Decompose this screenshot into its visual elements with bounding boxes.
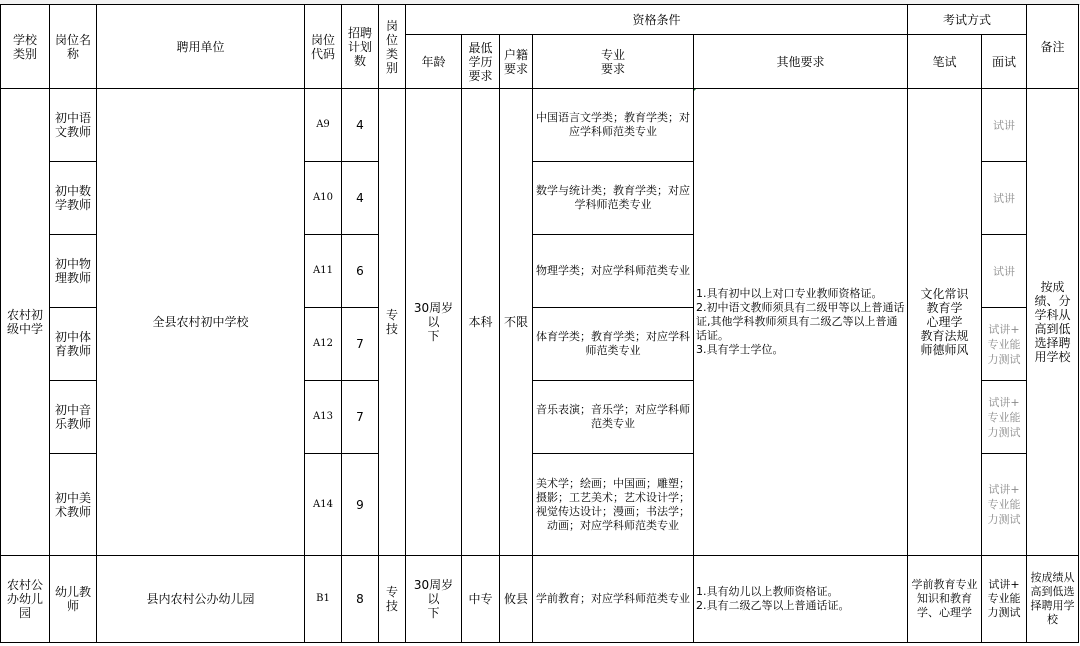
table-row [1, 556, 1079, 643]
hukou-cell: 攸县 [500, 556, 533, 643]
post-code-cell: A10 [305, 162, 342, 235]
header-post-category: 岗 位 类 别 [379, 5, 406, 89]
plan-count-cell: 8 [342, 556, 379, 643]
header-exam-method: 考试方式 [908, 5, 1027, 35]
post-name-cell: 初中美 术教师 [50, 454, 97, 556]
other-requirements-cell: 1.具有幼儿以上教师资格证。 2.具有二级乙等以上普通话证。 [694, 556, 908, 643]
header-other: 其他要求 [694, 35, 908, 89]
interview-cell: 试讲 [982, 162, 1027, 235]
recruitment-table [0, 4, 1079, 643]
header-written: 笔试 [908, 35, 982, 89]
plan-count-cell: 4 [342, 89, 379, 162]
header-remarks: 备注 [1027, 5, 1079, 89]
post-code-cell: A12 [305, 308, 342, 381]
employer-cell: 全县农村初中学校 [97, 89, 305, 556]
post-code-cell: A11 [305, 235, 342, 308]
interview-cell: 试讲 [982, 235, 1027, 308]
header-interview: 面试 [982, 35, 1027, 89]
hukou-cell: 不限 [500, 89, 533, 556]
post-name-cell: 初中体 育教师 [50, 308, 97, 381]
interview-cell: 试讲+ 专业能 力测试 [982, 381, 1027, 454]
interview-cell: 试讲 [982, 89, 1027, 162]
post-code-cell: A9 [305, 89, 342, 162]
education-cell: 中专 [462, 556, 500, 643]
plan-count-cell: 9 [342, 454, 379, 556]
other-requirements-cell: 1.具有初中以上对口专业教师资格证。 2.初中语文教师须具有二级甲等以上普通话证,其他学科教师须具有二级乙等以上普通话证。 3.具有学士学位。 [694, 89, 908, 556]
header-plan-count: 招聘 计划 数 [342, 5, 379, 89]
post-category-cell: 专 技 [379, 89, 406, 556]
header-education: 最低 学历 要求 [462, 35, 500, 89]
header-hukou: 户籍 要求 [500, 35, 533, 89]
major-cell: 体育学类；教育学类；对应学科师范类专业 [533, 308, 694, 381]
major-cell: 美术学；绘画；中国画；雕塑；摄影；工艺美术；艺术设计学；视觉传达设计；漫画；书法学；动画；对应学科师范类专业 [533, 454, 694, 556]
remarks-cell: 按成绩从高到低选择聘用学校 [1027, 556, 1079, 643]
school-type-cell: 农村初 级中学 [1, 89, 50, 556]
major-cell: 物理学类；对应学科师范类专业 [533, 235, 694, 308]
written-exam-cell: 学前教育专业知识和教育学、心理学 [908, 556, 982, 643]
interview-cell: 试讲+ 专业能 力测试 [982, 454, 1027, 556]
post-name-cell: 幼儿教 师 [50, 556, 97, 643]
post-code-cell: A13 [305, 381, 342, 454]
header-row-1 [1, 5, 1079, 35]
major-cell: 数学与统计类；教育学类；对应学科师范类专业 [533, 162, 694, 235]
plan-count-cell: 4 [342, 162, 379, 235]
post-code-cell: B1 [305, 556, 342, 643]
remarks-cell: 按成绩、分学科从高到低选择聘用学校 [1027, 89, 1079, 556]
interview-cell: 试讲+ 专业能 力测试 [982, 556, 1027, 643]
header-school-type: 学校 类别 [1, 5, 50, 89]
post-name-cell: 初中数 学教师 [50, 162, 97, 235]
header-age: 年龄 [406, 35, 462, 89]
header-post-name: 岗位名 称 [50, 5, 97, 89]
post-code-cell: A14 [305, 454, 342, 556]
post-name-cell: 初中语 文教师 [50, 89, 97, 162]
header-major: 专业 要求 [533, 35, 694, 89]
interview-cell: 试讲+ 专业能 力测试 [982, 308, 1027, 381]
header-qualifications: 资格条件 [406, 5, 908, 35]
plan-count-cell: 6 [342, 235, 379, 308]
header-employer: 聘用单位 [97, 5, 305, 89]
written-exam-cell: 文化常识 教育学 心理学 教育法规 师德师风 [908, 89, 982, 556]
header-post-code: 岗位 代码 [305, 5, 342, 89]
post-name-cell: 初中音 乐教师 [50, 381, 97, 454]
plan-count-cell: 7 [342, 308, 379, 381]
education-cell: 本科 [462, 89, 500, 556]
plan-count-cell: 7 [342, 381, 379, 454]
employer-cell: 县内农村公办幼儿园 [97, 556, 305, 643]
major-cell: 中国语言文学类；教育学类；对应学科师范类专业 [533, 89, 694, 162]
age-cell: 30周岁以 下 [406, 556, 462, 643]
school-type-cell: 农村公 办幼儿 园 [1, 556, 50, 643]
major-cell: 音乐表演；音乐学；对应学科师范类专业 [533, 381, 694, 454]
age-cell: 30周岁以 下 [406, 89, 462, 556]
post-name-cell: 初中物 理教师 [50, 235, 97, 308]
post-category-cell: 专 技 [379, 556, 406, 643]
table-row [1, 89, 1079, 162]
major-cell: 学前教育；对应学科师范类专业 [533, 556, 694, 643]
